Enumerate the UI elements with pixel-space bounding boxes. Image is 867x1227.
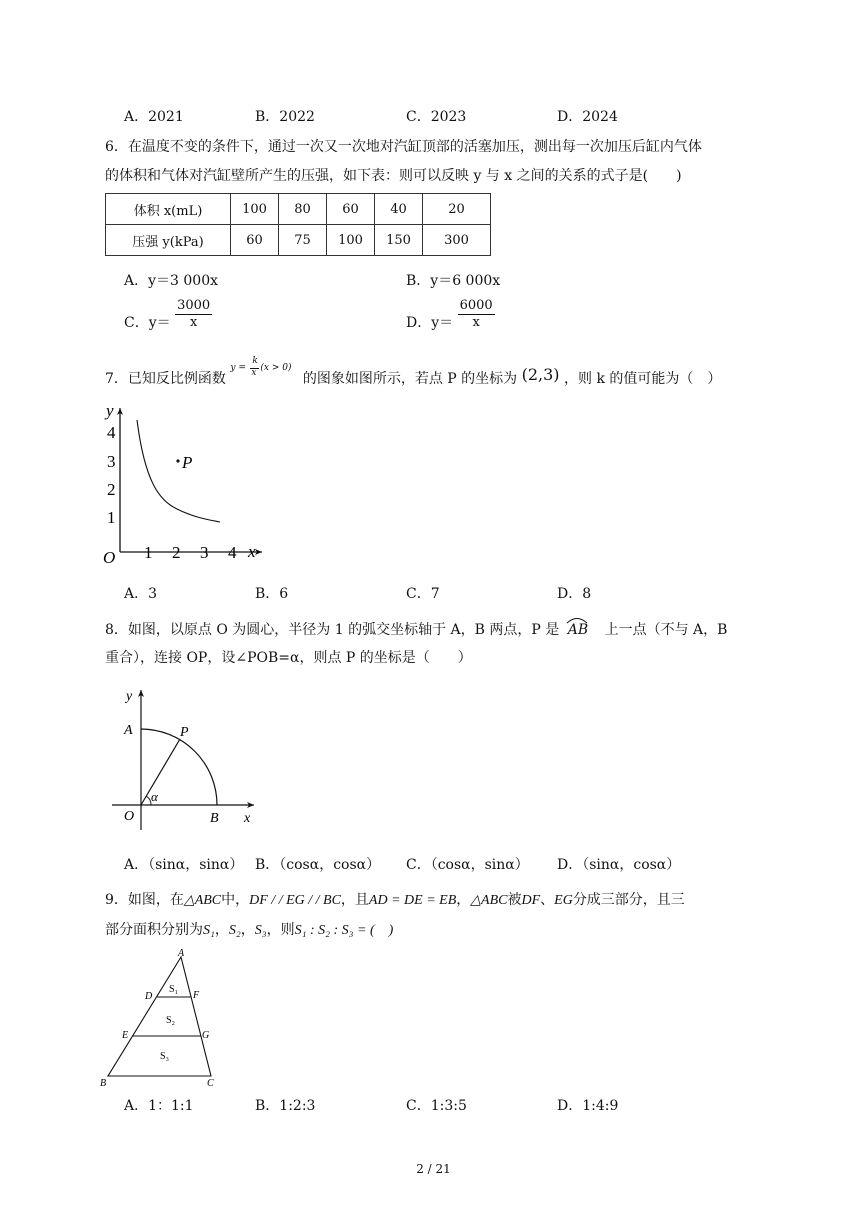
y-axis-label: y	[126, 689, 133, 704]
option-c-fraction	[175, 298, 212, 331]
label-a: A	[178, 948, 185, 959]
q8-stem-line2: 重合），连接 OP，设∠POB=α，则点 P 的坐标是（ ）	[105, 650, 472, 666]
q7-option-c: C．7	[406, 586, 440, 602]
q9-option-a: A．1：1:1	[124, 1098, 194, 1114]
q8-stem-line1	[105, 619, 727, 639]
q8-option-b: B．（cosα，cosα）	[255, 857, 381, 873]
table-cell: 150	[375, 225, 423, 256]
q9-math: DF / / EG / / BC	[249, 893, 341, 908]
q9-text: 、	[540, 892, 555, 908]
q5-option-d: D．2024	[557, 109, 618, 125]
q7-option-a: A．3	[124, 586, 158, 602]
label-c: C	[207, 1078, 214, 1087]
q6-option-a: A．y＝3 000x	[124, 273, 218, 289]
q9-option-c: C．1:3:5	[406, 1098, 467, 1114]
q7-stem	[105, 356, 722, 388]
formula-k: k	[252, 356, 258, 366]
q9-text: ，且	[340, 892, 369, 908]
point-p	[176, 459, 179, 462]
label-d: D	[145, 991, 153, 1002]
arc-label: AB	[567, 622, 589, 638]
q9-text: ，则	[266, 922, 295, 938]
label-s3: S₃	[160, 1051, 170, 1062]
point-a-label: A	[124, 723, 133, 738]
fraction-denominator: x	[189, 315, 198, 330]
q7-graph	[100, 398, 270, 568]
q9-text: 部分面积分别为	[105, 922, 203, 938]
q9-math: △ABC	[183, 893, 222, 908]
arc-symbol	[566, 616, 588, 624]
q5-option-b: B．2022	[255, 109, 315, 125]
q9-math: EG	[554, 893, 573, 908]
q9-text: ，	[214, 922, 229, 938]
x-tick-label: 3	[200, 543, 209, 562]
label-f: F	[193, 990, 200, 1001]
arc-ab	[564, 622, 592, 638]
option-d-prefix: D．y＝	[406, 314, 454, 331]
q9-text: 分成三部分，且三	[572, 892, 685, 908]
q9-math: S₁	[203, 923, 215, 938]
q8-text-b: 上一点（不与 A，B	[604, 622, 728, 638]
q7-option-d: D．8	[557, 586, 592, 602]
q9-text: ，	[456, 892, 471, 908]
q6-option-b: B．y＝6 000x	[406, 273, 501, 289]
q7-coordinate: (2,3)	[521, 365, 560, 384]
q9-text: 中，	[221, 892, 250, 908]
q6-option-c	[124, 298, 212, 331]
y-tick-label: 1	[107, 508, 116, 527]
y-tick-label: 4	[107, 423, 116, 442]
x-tick-label: 1	[144, 543, 153, 562]
table-cell: 60	[231, 225, 279, 256]
q9-stem-line2	[105, 919, 393, 939]
point-b-label: B	[210, 811, 219, 826]
table-cell: 100	[327, 225, 375, 256]
point-p-label: P	[182, 453, 193, 472]
q9-math: AD = DE = EB	[368, 893, 457, 908]
q7-option-b: B．6	[255, 586, 289, 602]
label-b: B	[100, 1078, 107, 1087]
origin-label: O	[124, 809, 135, 824]
alpha-label: α	[151, 789, 158, 804]
fraction-numerator: 3000	[177, 298, 211, 313]
formula-condition: (x > 0)	[260, 363, 292, 373]
q7-prefix: 7．已知反比例函数	[105, 371, 226, 387]
label-g: G	[202, 1030, 210, 1041]
q8-option-c: C．（cosα，sinα）	[406, 857, 529, 873]
table-cell: 100	[231, 194, 279, 225]
q6-option-d	[406, 298, 495, 331]
table-row	[106, 194, 491, 225]
y-tick-label: 2	[107, 480, 116, 499]
fraction-denominator: x	[472, 315, 480, 330]
table-row	[106, 225, 491, 256]
x-tick-label: 4	[228, 543, 237, 562]
q8-option-d: D．（sinα，cosα）	[557, 857, 681, 873]
formula-y: y =	[230, 363, 246, 373]
q8-text-a: 8．如图，以原点 O 为圆心，半径为 1 的弧交坐标轴于 A，B 两点，P 是	[105, 622, 560, 638]
q9-math: △ABC	[470, 893, 508, 908]
q9-math: DF	[521, 893, 541, 908]
y-tick-label: 3	[107, 452, 116, 471]
q6-stem-line2: 的体积和气体对汽缸壁所产生的压强，如下表：则可以反映 y 与 x 之间的关系的式子是( )	[105, 168, 682, 184]
q7-suffix: ，则 k 的值可能为（ ）	[564, 371, 722, 387]
q9-stem-line1	[105, 889, 685, 909]
q8-figure	[108, 684, 268, 834]
q6-stem-line1: 6．在温度不变的条件下，通过一次又一次地对汽缸顶部的活塞加压，测出每一次加压后缸内气体	[105, 139, 702, 155]
x-axis-label: x	[244, 811, 251, 826]
q9-text: 被	[507, 892, 522, 908]
segment-op	[141, 739, 180, 805]
page-number: 2 / 21	[416, 1162, 451, 1176]
q9-text: 9．如图，在	[105, 892, 184, 908]
q9-triangle-figure	[98, 945, 228, 1087]
x-axis-label: x	[248, 542, 256, 561]
option-c-prefix: C．y＝	[124, 314, 171, 331]
q6-data-table	[105, 193, 491, 256]
x-tick-label: 2	[172, 543, 181, 562]
table-cell: 40	[375, 194, 423, 225]
q7-mid: 的图象如图所示，若点 P 的坐标为	[302, 371, 518, 387]
q9-text: ，	[240, 922, 255, 938]
label-s2: S₂	[166, 1015, 176, 1026]
label-s1: S₁	[169, 984, 179, 995]
fraction-numerator: 6000	[459, 298, 493, 313]
point-p-label: P	[180, 725, 189, 740]
q8-option-a: A．（sinα，sinα）	[124, 857, 244, 873]
origin-label: O	[103, 548, 116, 567]
y-axis-label: y	[106, 401, 114, 420]
table-cell: 体积 x(mL)	[106, 194, 231, 225]
formula-x: x	[251, 368, 257, 378]
q7-function-formula	[230, 358, 298, 378]
q5-option-a: A．2021	[124, 109, 184, 125]
table-cell: 300	[423, 225, 491, 256]
q9-option-d: D．1:4:9	[557, 1098, 619, 1114]
table-cell: 80	[279, 194, 327, 225]
label-e: E	[122, 1030, 129, 1041]
q9-math: S₃	[254, 923, 267, 938]
q9-math: S₁ : S₂ : S₃ = ( )	[294, 923, 394, 938]
option-d-fraction	[458, 298, 495, 331]
q5-option-c: C．2023	[406, 109, 467, 125]
table-cell: 压强 y(kPa)	[106, 225, 231, 256]
q9-math: S₂	[228, 923, 241, 938]
q9-option-b: B．1:2:3	[255, 1098, 316, 1114]
hyperbola-curve	[137, 420, 220, 522]
table-cell: 60	[327, 194, 375, 225]
table-cell: 75	[279, 225, 327, 256]
table-cell: 20	[423, 194, 491, 225]
